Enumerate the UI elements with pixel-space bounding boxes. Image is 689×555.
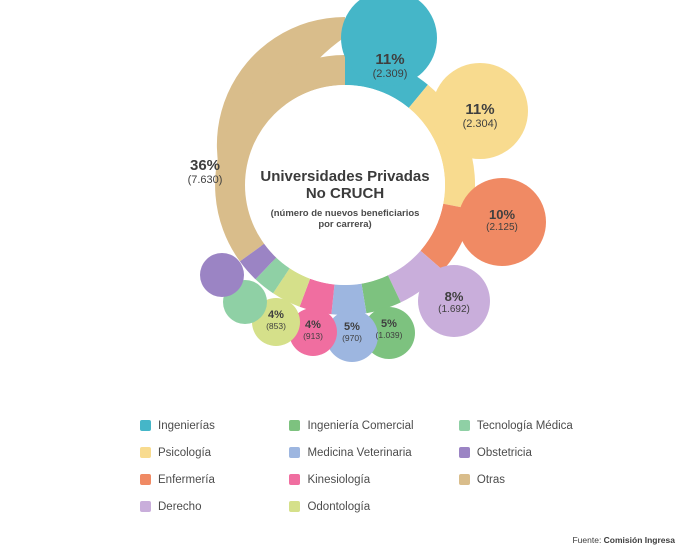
label-odontologia-pct: 4%: [268, 309, 284, 321]
legend-item[interactable]: [140, 466, 285, 493]
legend-item[interactable]: [459, 412, 609, 439]
source-name: Comisión Ingresa: [603, 535, 675, 545]
legend-label: Otras: [476, 473, 506, 486]
label-ingenierias-val: (2.309): [372, 67, 408, 80]
bubble-derecho[interactable]: [418, 265, 490, 337]
legend-swatch-icon: [459, 447, 470, 458]
center-subtitle-line1: (número de nuevos beneficiarios: [270, 208, 420, 219]
label-ingcomercial-val: (1.039): [375, 329, 403, 340]
legend-swatch-icon: [459, 474, 470, 485]
source-prefix: Fuente:: [572, 535, 604, 545]
label-medvet-val: (970): [342, 332, 362, 343]
legend-swatch-icon: [289, 420, 300, 431]
label-psicologia-val: (2.304): [462, 117, 498, 130]
label-enfermeria-pct: 10%: [488, 207, 516, 222]
label-otras-pct: 36%: [189, 157, 221, 174]
legend-item[interactable]: [289, 493, 454, 520]
label-kinesiologia-pct: 4%: [305, 319, 321, 331]
legend-swatch-icon: [140, 501, 151, 512]
legend-item[interactable]: [289, 439, 454, 466]
label-medvet-pct: 5%: [344, 321, 360, 333]
center-title-line2: No CRUCH: [305, 185, 385, 202]
bubble-obstetricia[interactable]: [200, 253, 244, 297]
legend-swatch-icon: [459, 420, 470, 431]
label-ingcomercial-pct: 5%: [381, 318, 397, 330]
label-enfermeria-val: (2.125): [486, 221, 518, 233]
bubble-psicologia[interactable]: [432, 63, 528, 159]
label-psicologia-pct: 11%: [465, 101, 495, 118]
donut-hole: [245, 85, 445, 285]
legend-label: Derecho: [158, 500, 202, 513]
label-odontologia-val: (853): [266, 320, 286, 331]
legend-label: Ingenierías: [158, 419, 215, 432]
legend-item[interactable]: [140, 439, 285, 466]
legend: [140, 412, 610, 520]
legend-label: Ingeniería Comercial: [307, 419, 414, 432]
center-title-line1: Universidades Privadas: [260, 168, 430, 185]
legend-swatch-icon: [140, 447, 151, 458]
legend-item[interactable]: [459, 466, 609, 493]
label-kinesiologia-val: (913): [303, 330, 323, 341]
legend-column-1: [140, 412, 285, 520]
label-derecho-val: (1.692): [438, 303, 470, 315]
legend-swatch-icon: [140, 474, 151, 485]
legend-label: Odontología: [307, 500, 371, 513]
legend-swatch-icon: [289, 474, 300, 485]
legend-label: Obstetricia: [476, 446, 532, 459]
label-derecho-pct: 8%: [444, 289, 464, 304]
legend-item[interactable]: [289, 466, 454, 493]
legend-item[interactable]: [459, 439, 609, 466]
legend-column-3: [459, 412, 609, 493]
legend-label: Medicina Veterinaria: [307, 446, 412, 459]
legend-swatch-icon: [289, 501, 300, 512]
source-note: [572, 535, 675, 545]
legend-label: Kinesiología: [307, 473, 371, 486]
legend-item[interactable]: [289, 412, 454, 439]
legend-label: Psicología: [158, 446, 212, 459]
legend-item[interactable]: [140, 412, 285, 439]
legend-label: Enfermería: [158, 473, 215, 486]
legend-swatch-icon: [140, 420, 151, 431]
bubble-enfermeria[interactable]: [458, 178, 546, 266]
legend-column-2: [289, 412, 454, 520]
label-ingenierias-pct: 11%: [375, 51, 405, 68]
legend-label: Tecnología Médica: [476, 419, 573, 432]
legend-item[interactable]: [140, 493, 285, 520]
center-subtitle-line2: por carrera): [318, 219, 372, 230]
legend-swatch-icon: [289, 447, 300, 458]
label-otras-val: (7.630): [187, 173, 223, 186]
